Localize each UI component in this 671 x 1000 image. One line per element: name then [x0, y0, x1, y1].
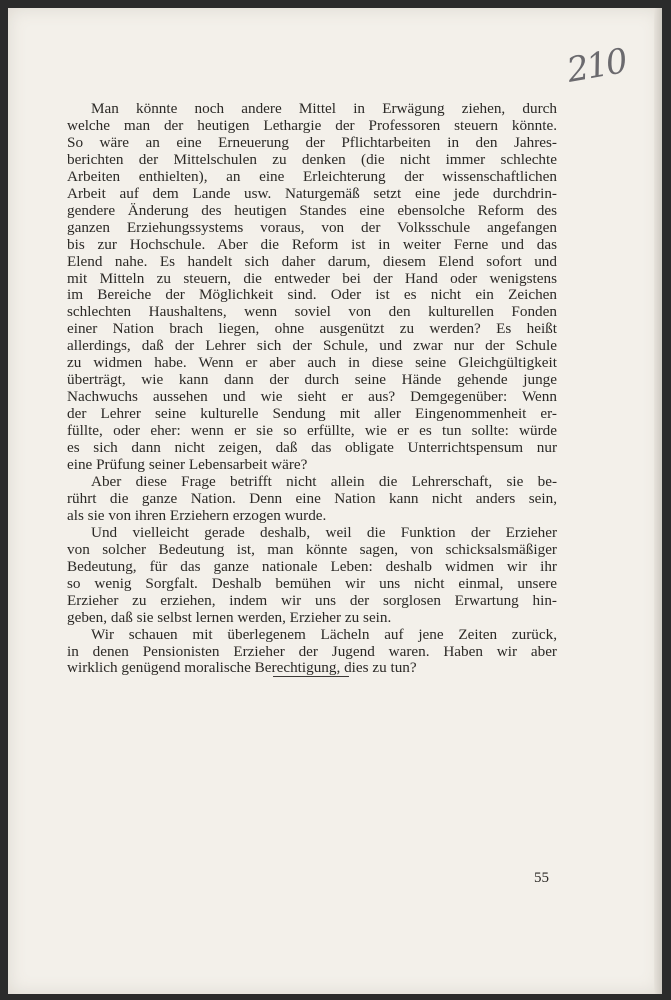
page-number: 55 — [534, 870, 549, 886]
text-line: der Lehrer seine kulturelle Sendung mit aller Eingenommenheit er- — [67, 405, 557, 423]
text-line: füllte, oder eher: wenn er sie so erfüllte, wie er es tun sollte: würde — [67, 422, 557, 440]
text-line: schlechten Haushaltens, wenn soviel von den kulturellen Fonden — [67, 303, 557, 321]
text-line: So wäre an eine Erneuerung der Pflichtarbeiten in den Jahres- — [67, 133, 557, 151]
text-line: Erzieher zu erziehen, indem wir uns der sorglosen Erwartung hin- — [67, 591, 557, 609]
text-line: Bedeutung, für das ganze nationale Leben: deshalb widmen wir ihr — [67, 557, 557, 575]
text-line: ganzen Erziehungssystems voraus, von der Volksschule angefangen — [67, 218, 557, 236]
text-line: welche man der heutigen Lethargie der Professoren steuern könnte. — [67, 116, 557, 134]
text-line: einer Nation brach liegen, ohne ausgenützt zu werden? Es heißt — [67, 320, 557, 338]
section-divider — [273, 676, 349, 677]
text-line: bis zur Hochschule. Aber die Reform ist in weiter Ferne und das — [67, 235, 557, 253]
text-line: rührt die ganze Nation. Denn eine Nation kann nicht anders sein, — [67, 489, 557, 507]
text-line: von solcher Bedeutung ist, man könnte sagen, von schicksalsmäßiger — [67, 540, 557, 558]
text-line: als sie von ihren Erziehern erzogen wurde. — [67, 506, 327, 524]
text-line: Arbeit auf dem Lande usw. Naturgemäß setzt eine jede durchdrin- — [67, 184, 557, 202]
paragraph — [67, 627, 557, 678]
text-line: Und vielleicht gerade deshalb, weil die Funktion der Erzieher — [91, 523, 557, 541]
text-line: Elend nahe. Es handelt sich daher darum, diesem Elend sofort und — [67, 252, 557, 270]
text-line: gendere Änderung des heutigen Standes eine ebensolche Reform des — [67, 201, 557, 219]
text-line: berichten der Mittelschulen zu denken (die nicht immer schlechte — [67, 150, 557, 168]
handwritten-annotation: 210 — [563, 41, 629, 91]
text-line: so wenig Sorgfalt. Deshalb bemühen wir uns nicht einmal, unsere — [67, 574, 557, 592]
text-line: Aber diese Frage betrifft nicht allein die Lehrerschaft, sie be- — [91, 472, 557, 490]
text-line: geben, daß sie selbst lernen werden, Erzieher zu sein. — [67, 608, 392, 626]
text-line: zu widmen habe. Wenn er aber auch in diese seine Gleichgültigkeit — [67, 354, 557, 372]
text-line: eine Prüfung seiner Lebensarbeit wäre? — [67, 456, 308, 474]
page-edge — [654, 8, 662, 994]
text-line: Nachwuchs aussehen und wie sieht er aus? Demgegenüber: Wenn — [67, 388, 557, 406]
text-line: in denen Pensionisten Erzieher der Jugend waren. Haben wir aber — [67, 642, 557, 660]
text-line: im Bereiche der Möglichkeit sind. Oder ist es nicht ein Zeichen — [67, 286, 557, 304]
text-line: Wir schauen mit überlegenem Lächeln auf jene Zeiten zurück, — [91, 625, 557, 643]
text-line: wirklich genügend moralische Berechtigung, dies zu tun? — [67, 659, 417, 677]
text-line: Arbeiten enthielten), an eine Erleichterung der wissenschaftlichen — [67, 167, 557, 185]
text-line: allerdings, daß der Lehrer sich der Schule, und zwar nur der Schule — [67, 337, 557, 355]
text-line: überträgt, wie kann dann der durch seine Hände gehende junge — [67, 371, 557, 389]
text-line: mit Mitteln zu steuern, die entweder bei der Hand oder wenigstens — [67, 269, 557, 287]
body-text — [67, 101, 557, 677]
paragraph — [67, 525, 557, 627]
text-line: es sich dann nicht zeigen, daß das obligate Unterrichtspensum nur — [67, 439, 557, 457]
paragraph — [67, 101, 557, 474]
paragraph — [67, 474, 557, 525]
text-line: Man könnte noch andere Mittel in Erwägung ziehen, durch — [91, 100, 557, 117]
